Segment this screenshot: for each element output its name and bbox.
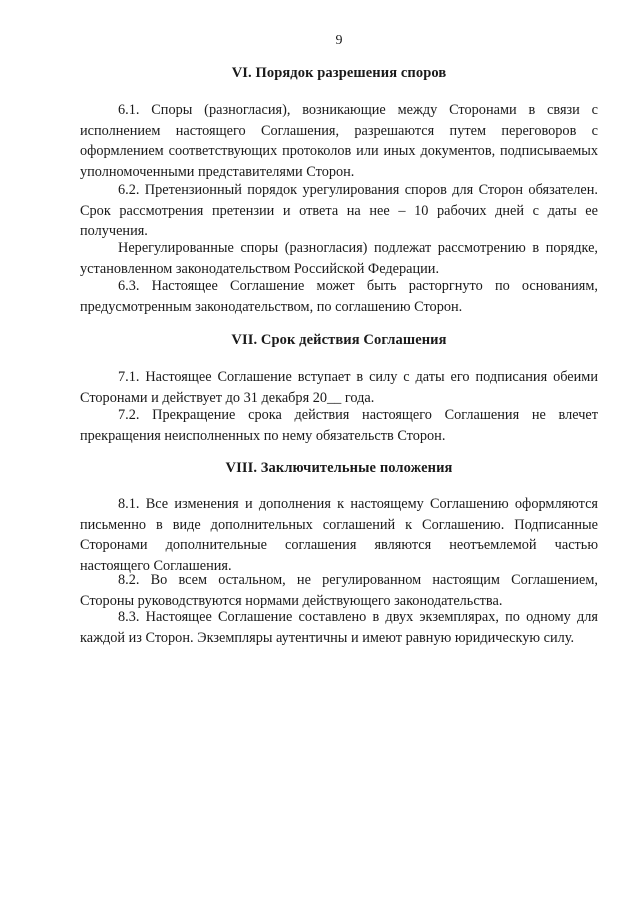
- paragraph-8-1: 8.1. Все изменения и дополнения к настоящему Соглашению оформляются письменно в виде дополнительных соглашений к Соглашению. Подписанные Сторонами дополнительные соглашения являются неотъемлемой частью настоящего Соглашения.: [80, 496, 598, 574]
- paragraph-8-2: 8.2. Во всем остальном, не регулированном настоящим Соглашением, Стороны руководствуются нормами действующего законодательства.: [80, 572, 598, 609]
- paragraph-6-2: 6.2. Претензионный порядок урегулирования споров для Сторон обязателен. Срок рассмотрения претензии и ответа на нее – 10 рабочих дней с даты ее получения.: [80, 182, 598, 240]
- paragraph-7-1: 7.1. Настоящее Соглашение вступает в силу с даты его подписания обеими Сторонами и действует до 31 декабря 20__ года.: [80, 369, 598, 406]
- paragraph-6-1: 6.1. Споры (разногласия), возникающие между Сторонами в связи с исполнением настоящего Соглашения, разрешаются путем переговоров с оформлением соответствующих протоколов или иных документов, подписываемых уполномоченными представителями Сторон.: [80, 102, 598, 180]
- paragraph-6-3: 6.3. Настоящее Соглашение может быть расторгнуто по основаниям, предусмотренным законодательством, по соглашению Сторон.: [80, 278, 598, 315]
- page-number: 9: [335, 33, 343, 48]
- section-heading-vi: VI. Порядок разрешения споров: [231, 65, 447, 81]
- section-heading-viii: VIII. Заключительные положения: [225, 460, 453, 476]
- paragraph-8-3: 8.3. Настоящее Соглашение составлено в двух экземплярах, по одному для каждой из Сторон. Экземпляры аутентичны и имеют равную юридическую силу.: [80, 609, 598, 646]
- section-heading-vii: VII. Срок действия Соглашения: [231, 332, 447, 348]
- paragraph-7-2: 7.2. Прекращение срока действия настоящего Соглашения не влечет прекращения неисполненных по нему обязательств Сторон.: [80, 407, 598, 444]
- paragraph-unresolved-disputes: Нерегулированные споры (разногласия) подлежат рассмотрению в порядке, установленном законодательством Российской Федерации.: [80, 240, 598, 277]
